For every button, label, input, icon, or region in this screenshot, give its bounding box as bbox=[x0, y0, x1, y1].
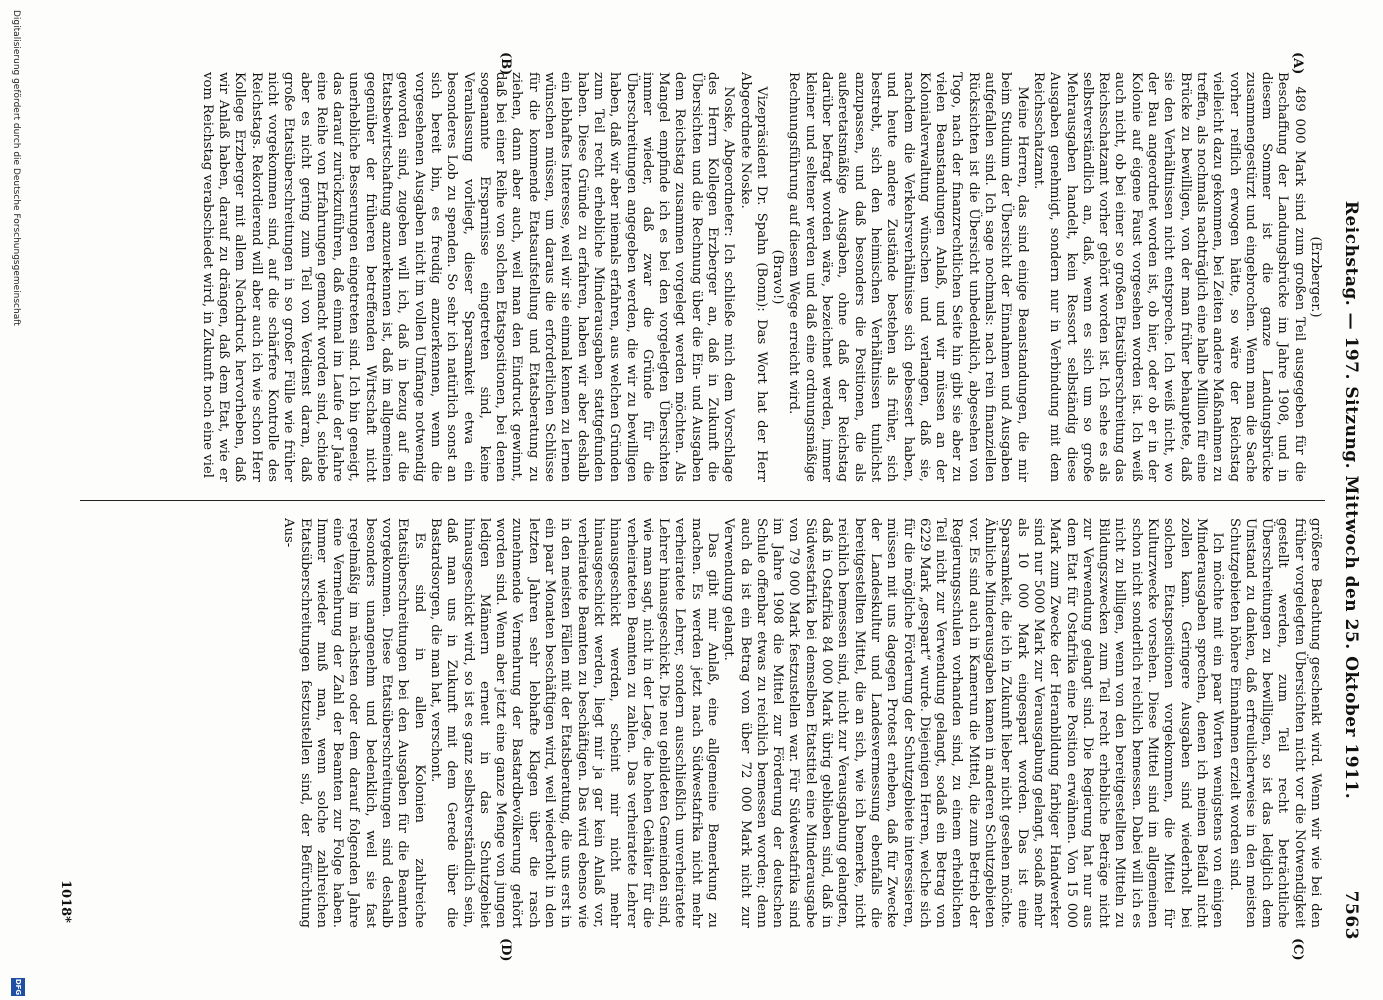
paragraph: Es sind in allen Kolonien zahlreiche Etatsüberschreitungen bei den Ausgaben für die Beamten vorgekommen. Diese Etatsüberschreitungen sind deshalb besonders unangenehm und bedenklich, weil sie fast regelmäßig im nächsten oder dem darauf folgenden Jahre eine Vermehrung der Zahl der Beamten zur Folge haben. Immer wieder muß man, wenn solche zahlreichen Etatsüberschreitungen festzustellen sind, der Befürchtung Aus- bbox=[281, 518, 427, 928]
margin-marker-c: (C) bbox=[1290, 938, 1305, 961]
margin-marker-b: (B) bbox=[498, 52, 513, 76]
paragraph: Meine Herren, das sind einige Beanstandungen, die mir beim Studium der Übersicht der Einnahmen und Ausgaben aufgefallen sind. Ich sage nochmals: nach rein finanziellen Rücksichten ist die Übersicht unbedenklich, abgesehen von Togo, nach der finanzrechtlichen Seite hin gibt sie aber zu vielen Beanstandungen Anlaß, und wir müssen an der Kolonialverwaltung wünschen und verlangen, daß sie, nachdem die Verkehrsverhältnisse sich gebessert haben, und heute andere Zustände bestehen als früher, sich bestrebt, sich den heimischen Verhältnissen tunlichst anzupassen, und daß besonders die Positionen, die als außeretatsmäßige Ausgaben, ohne daß der Reichstag darüber befragt worden wäre, bezeichnet werden, immer kleiner und seltener werden und daß eine ordnungsmäßige Rechnungsführung auf diesem Wege erreicht wird. bbox=[786, 72, 1030, 482]
sheet-number: 1018* bbox=[58, 880, 73, 923]
dfg-logo-icon: DFG bbox=[11, 978, 25, 996]
paragraph: 489 000 Mark sind zum großen Teil ausgegeben für die Beschaffung der Landungsbrücke im Jahre 1908, und in diesem Sommer ist die ganze Landungsbrücke zusammengestürzt und eingebrochen. Wenn man die Sache vorher reiflich erwogen hätte, so wäre der Reichstag vielleicht dazu gekommen, bei Zeiten andere Maßnahmen zu treffen, als nochmals nachträglich eine halbe Million für eine Brücke zu bewilligen, von der man früher behauptete, daß sie den Verhältnissen nicht entspreche. Ich weiß nicht, wo der Bau angeordnet worden ist, ob hier, oder ob er in der Kolonie auf eigene Faust vorgesehen worden ist. Ich weiß auch nicht, ob bei einer so großen Etatsüberschreitung das Reichsschatzamt vorher gehört worden ist. Ich sehe es als selbstverständlich an, daß, wenn es sich um so große Mehrausgaben handelt, kein Ressort selbständig diese Ausgaben genehmigt, sondern nur in Verbindung mit dem Reichsschatzamt. bbox=[1030, 72, 1307, 482]
paragraph: Das gibt mir Anlaß, eine allgemeine Bemerkung zu machen. Es werden jetzt nach Südwestafrika nicht mehr verheiratete Lehrer, sondern ausschließlich unverheiratete Lehrer hinausgeschickt. Die neu gebildeten Gemeinden sind, wie man sagt, nicht in der Lage, die hohen Gehälter für die verheirateten Beamten zu zahlen. Das verheiratete Lehrer hinausgeschickt werden, scheint mir nicht mehr hinausgeschickt werden, liegt mir ja gar kein Anlaß vor, verheiratete Beamten zu beschäftigen. Das wird ebenso wie in den meisten Fällen mit der Etatsberatung, die uns erst in ein paar Monaten beschäftigen wird, weil wiederholt in den letzten Jahren sehr lebhafte Klagen über die rasch zunehmende Vermehrung der Bastardbevölkerung gehört worden sind. Wenn aber jetzt eine ganze Menge von jungen ledigen Männern erneut in das Schutzgebiet hinausgeschickt wird, so ist es ganz selbstverständlich sein, daß man uns in Zukunft mit dem Gerede über die Bastardsorgen, die man hat, verschont. bbox=[427, 518, 721, 928]
paragraph: größere Beachtung geschenkt wird. Wenn wir wie bei den früher vorgelegten Übersichten nicht vor die Notwendigkeit gestellt werden, zum Teil recht beträchtliche Überschreitungen zu bewilligen, so ist das lediglich dem Umstand zu danken, daß erfreulicherweise in den meisten Schutzgebieten höhere Einnahmen erzielt worden sind. bbox=[1226, 518, 1323, 928]
margin-marker-d: (D) bbox=[498, 938, 513, 962]
digitization-note: Digitalisierung gefördert durch die Deutsche Forschungsgemeinschaft bbox=[11, 10, 21, 326]
paragraph: Noske, Abgeordneter: Ich schließe mich dem Vorschlage des Herrn Kollegen Erzberger an, daß in Zukunft die Übersichten und die Rechnung über die Ein- und Ausgaben dem Reichstag zusammen vorgelegt werden möchten. Als Mangel empfinde ich es bei den vorgelegten Übersichten immer wieder, daß zwar die Gründe für die Überschreitungen angegeben werden, die wir zu bewilligen haben, daß wir aber niemals erfahren, aus welchen Gründen zum Teil recht erhebliche Minderausgaben stattgefunden haben. Diese Gründe zu erfahren, haben wir aber deshalb ein lebhaftes Interesse, weil wir sie einmal kennen zu lernen wünschen müssen, um daraus die erforderlichen Schlüsse für die kommende Etatsaufstellung und Etatsberatung zu ziehen, dann aber auch, weil man den Eindruck gewinnt, daß bei einer Reihe von solchen Etatspositionen, bei denen sogenannte Ersparnisse eingetreten sind, keine Veranlassung vorliegt, dieser Sparsamkeit etwa ein besonderes Lob zu spenden. So sehr ich natürlich sonst an sich bereit bin, es freudig anzuerkennen, wenn die vorgesehenen Ausgaben nicht im vollen Umfange notwendig geworden sind, zugeben will ich, daß in bezug auf die Etatsbewirtschaftung anzuerkennen ist, daß im allgemeinen gegenüber der früheren betreffenden Wirtschaft nicht unerhebliche Besserungen eingetreten sind. Ich bin geneigt, das darauf zurückzuführen, daß einmal im Laufe der Jahre eine Reihe von Erfahrungen gemacht worden sind, schiebe aber es nicht gering zum Teil von Verdienst daran, daß große Etatsüberschreitungen in so großer Fülle wie früher nicht vorgekommen sind, auf die schärfere Kontrolle des Reichstags. Rekordierend will aber auch ich wie schon Herr Kollege Erzberger mit allem Nachdruck hervorheben, daß wir Anlaß haben, darauf zu drängen, daß dem Etat, wie er vom Reichstag verabschiedet wird, in Zukunft noch eine viel bbox=[199, 72, 737, 482]
speaker-tag: (Erzberger.) bbox=[1308, 236, 1323, 318]
left-column bbox=[78, 72, 1323, 482]
presiding-remark: Vizepräsident Dr. Spahn (Bonn): Das Wort hat der Herr Abgeordnete Noske. bbox=[737, 72, 769, 482]
right-column bbox=[78, 518, 1323, 928]
page-number: 7563 bbox=[1341, 890, 1361, 940]
header-title: Reichstag. — 197. Sitzung. Mittwoch den 25. Oktober 1911. bbox=[1341, 200, 1361, 800]
applause-note: (Bravo!) bbox=[770, 249, 786, 305]
paragraph: Ich möchte mit ein paar Worten wenigstens von einigen Minderausgaben sprechen, denen ich meinen Beifall nicht zollen kann. Geringere Ausgaben sind wiederholt bei solchen Etatspositionen vorgekommen, die Mittel für Kulturzwecke vorsehen. Diese Mittel sind im allgemeinen schon nicht sonderlich reichlich bemessen. Dabei will ich es nicht zu billigen, wenn von den bereitgestellten Mitteln zu Bildungszwecken zum Teil recht erhebliche Beträge nicht zur Verwendung gelangt sind. Die Regierung hat nur aus dem Etat für Ostafrika eine Position erwähnen. Von 15 000 Mark zum Zwecke der Heranbildung farbiger Handwerker sind nur 5000 Mark zur Verausgabung gelangt, sodaß mehr als 10 000 Mark eingespart worden. Das ist eine Sparsamkeit, die ich in Zukunft lieber nicht gesehen möchte. Ähnliche Minderausgaben kamen in anderen Schutzgebieten vor. Es sind auch in Kamerun die Mittel, die zum Betrieb der Regierungsschulen vorhanden sind, zu einem erheblichen Teil nicht zur Verwendung gelangt, sodaß ein Betrag von 6229 Mark „gespart“ wurde. Diejenigen Herren, welche sich für die mögliche Förderung der Schutzgebiete interessieren, müssen mit uns dagegen Protest erheben, daß für Zwecke der Landeskultur und Landesvermessung ebenfalls die bereitgestellten Mittel, die an sich, wie ich bemerke, nicht reichlich bemessen sind, nicht zur Verausgabung gelangten, daß in Ostafrika 84 000 Mark übrig geblieben sind, daß in Südwestafrika bei demselben Etatstitel eine Minderausgabe von 79 000 Mark festzustellen war. Für Südwestafrika sind im Jahre 1908 die Mittel zur Förderung der deutschen Schule offenbar etwas zu reichlich bemessen worden; denn auch da ist ein Betrag von über 72 000 Mark nicht zur Verwendung gelangt. bbox=[721, 518, 1226, 928]
margin-marker-a: (A) bbox=[1290, 52, 1305, 75]
running-header bbox=[1331, 60, 1361, 940]
column-divider bbox=[80, 500, 1325, 501]
